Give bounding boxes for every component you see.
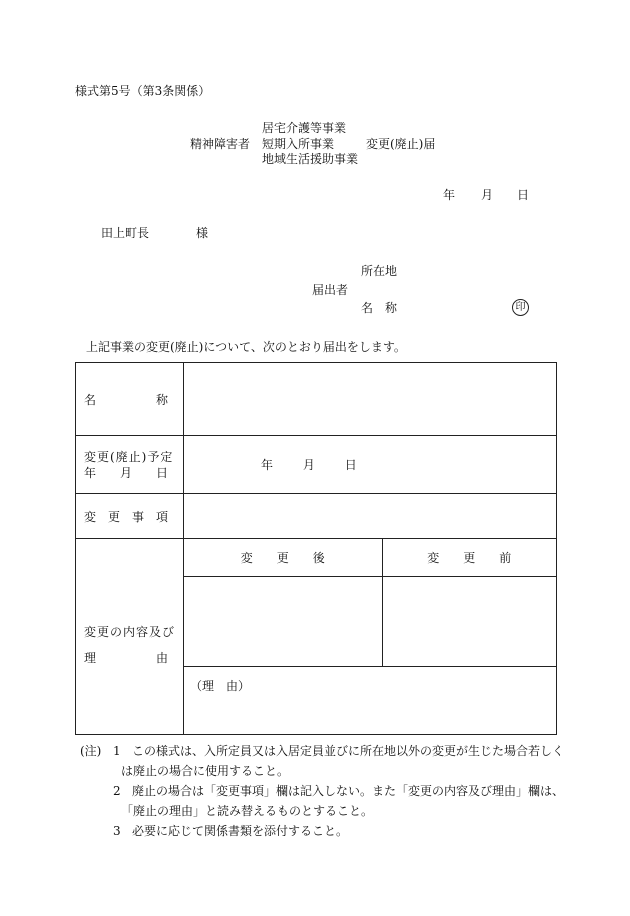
title-prefix: 精神障害者 bbox=[190, 137, 251, 151]
date-year: 年 bbox=[443, 188, 456, 202]
row-content-label-2: 理 由 bbox=[84, 650, 169, 665]
row-date-value[interactable] bbox=[184, 436, 557, 494]
col-before-header bbox=[382, 539, 556, 576]
row-items bbox=[76, 494, 557, 539]
row-date-label-2: 年 月 日 bbox=[84, 465, 169, 480]
row-name-label bbox=[76, 363, 184, 436]
row-items-label bbox=[76, 494, 184, 539]
row-name-text: 名 称 bbox=[84, 392, 169, 407]
note-1-num: 1 bbox=[113, 744, 121, 758]
row-date-day: 日 bbox=[344, 458, 357, 472]
row-date-month: 月 bbox=[302, 458, 315, 472]
seal-mark bbox=[512, 299, 529, 316]
note-3-num: 3 bbox=[113, 824, 121, 838]
row-content-value bbox=[184, 539, 557, 735]
row-items-value[interactable] bbox=[184, 494, 557, 539]
date-day: 日 bbox=[517, 188, 530, 202]
notes-prefix: (注) bbox=[80, 744, 102, 758]
note-1-line-2: は廃止の場合に使用すること。 bbox=[121, 764, 290, 778]
row-date bbox=[76, 436, 557, 494]
applicant-address-label: 所在地 bbox=[361, 264, 398, 278]
row-date-label-1: 変更(廃止)予定 bbox=[84, 449, 174, 464]
col-after-input[interactable] bbox=[184, 576, 382, 666]
change-subtable bbox=[184, 539, 556, 734]
col-before-text: 変 更 前 bbox=[427, 550, 512, 565]
note-2-line-2: 「廃止の理由」と読み替えるものとすること。 bbox=[121, 804, 374, 818]
applicant-label: 届出者 bbox=[312, 283, 349, 297]
row-content-label-1: 変更の内容及び bbox=[84, 624, 176, 639]
form-number: 様式第5号（第3条関係） bbox=[75, 84, 211, 98]
notes bbox=[80, 741, 565, 841]
row-name-value[interactable] bbox=[184, 363, 557, 436]
row-items-text: 変 更 事 項 bbox=[84, 509, 169, 524]
intro-text: 上記事業の変更(廃止)について、次のとおり届出をします。 bbox=[86, 340, 406, 354]
row-date-year: 年 bbox=[261, 458, 274, 472]
note-1-line-1: この様式は、入所定員又は入居定員並びに所在地以外の変更が生じた場合若しく bbox=[132, 744, 565, 758]
row-content bbox=[76, 539, 557, 735]
col-after-header bbox=[184, 539, 382, 576]
row-date-label bbox=[76, 436, 184, 494]
col-after-text: 変 更 後 bbox=[240, 550, 325, 565]
title-suffix: 変更(廃止)届 bbox=[366, 137, 436, 151]
title-service-1: 居宅介護等事業 bbox=[262, 121, 347, 135]
reason-input[interactable] bbox=[184, 666, 556, 734]
note-3-line-1: 必要に応じて関係書類を添付すること。 bbox=[132, 824, 349, 838]
notification-table bbox=[75, 362, 557, 735]
row-content-label bbox=[76, 539, 184, 735]
reason-label: （理 由） bbox=[190, 678, 251, 693]
seal-text: 印 bbox=[515, 302, 526, 313]
col-before-input[interactable] bbox=[382, 576, 556, 666]
addressee-name: 田上町長 bbox=[101, 226, 150, 240]
title-service-3: 地域生活援助事業 bbox=[262, 152, 359, 166]
applicant-name-label: 名 称 bbox=[361, 301, 398, 315]
date-month: 月 bbox=[481, 188, 494, 202]
addressee-honorific: 様 bbox=[196, 226, 209, 240]
row-name bbox=[76, 363, 557, 436]
note-2-line-1: 廃止の場合は「変更事項」欄は記入しない。また「変更の内容及び理由」欄は、 bbox=[132, 784, 565, 798]
title-service-2: 短期入所事業 bbox=[262, 137, 335, 151]
note-2-num: 2 bbox=[113, 784, 121, 798]
